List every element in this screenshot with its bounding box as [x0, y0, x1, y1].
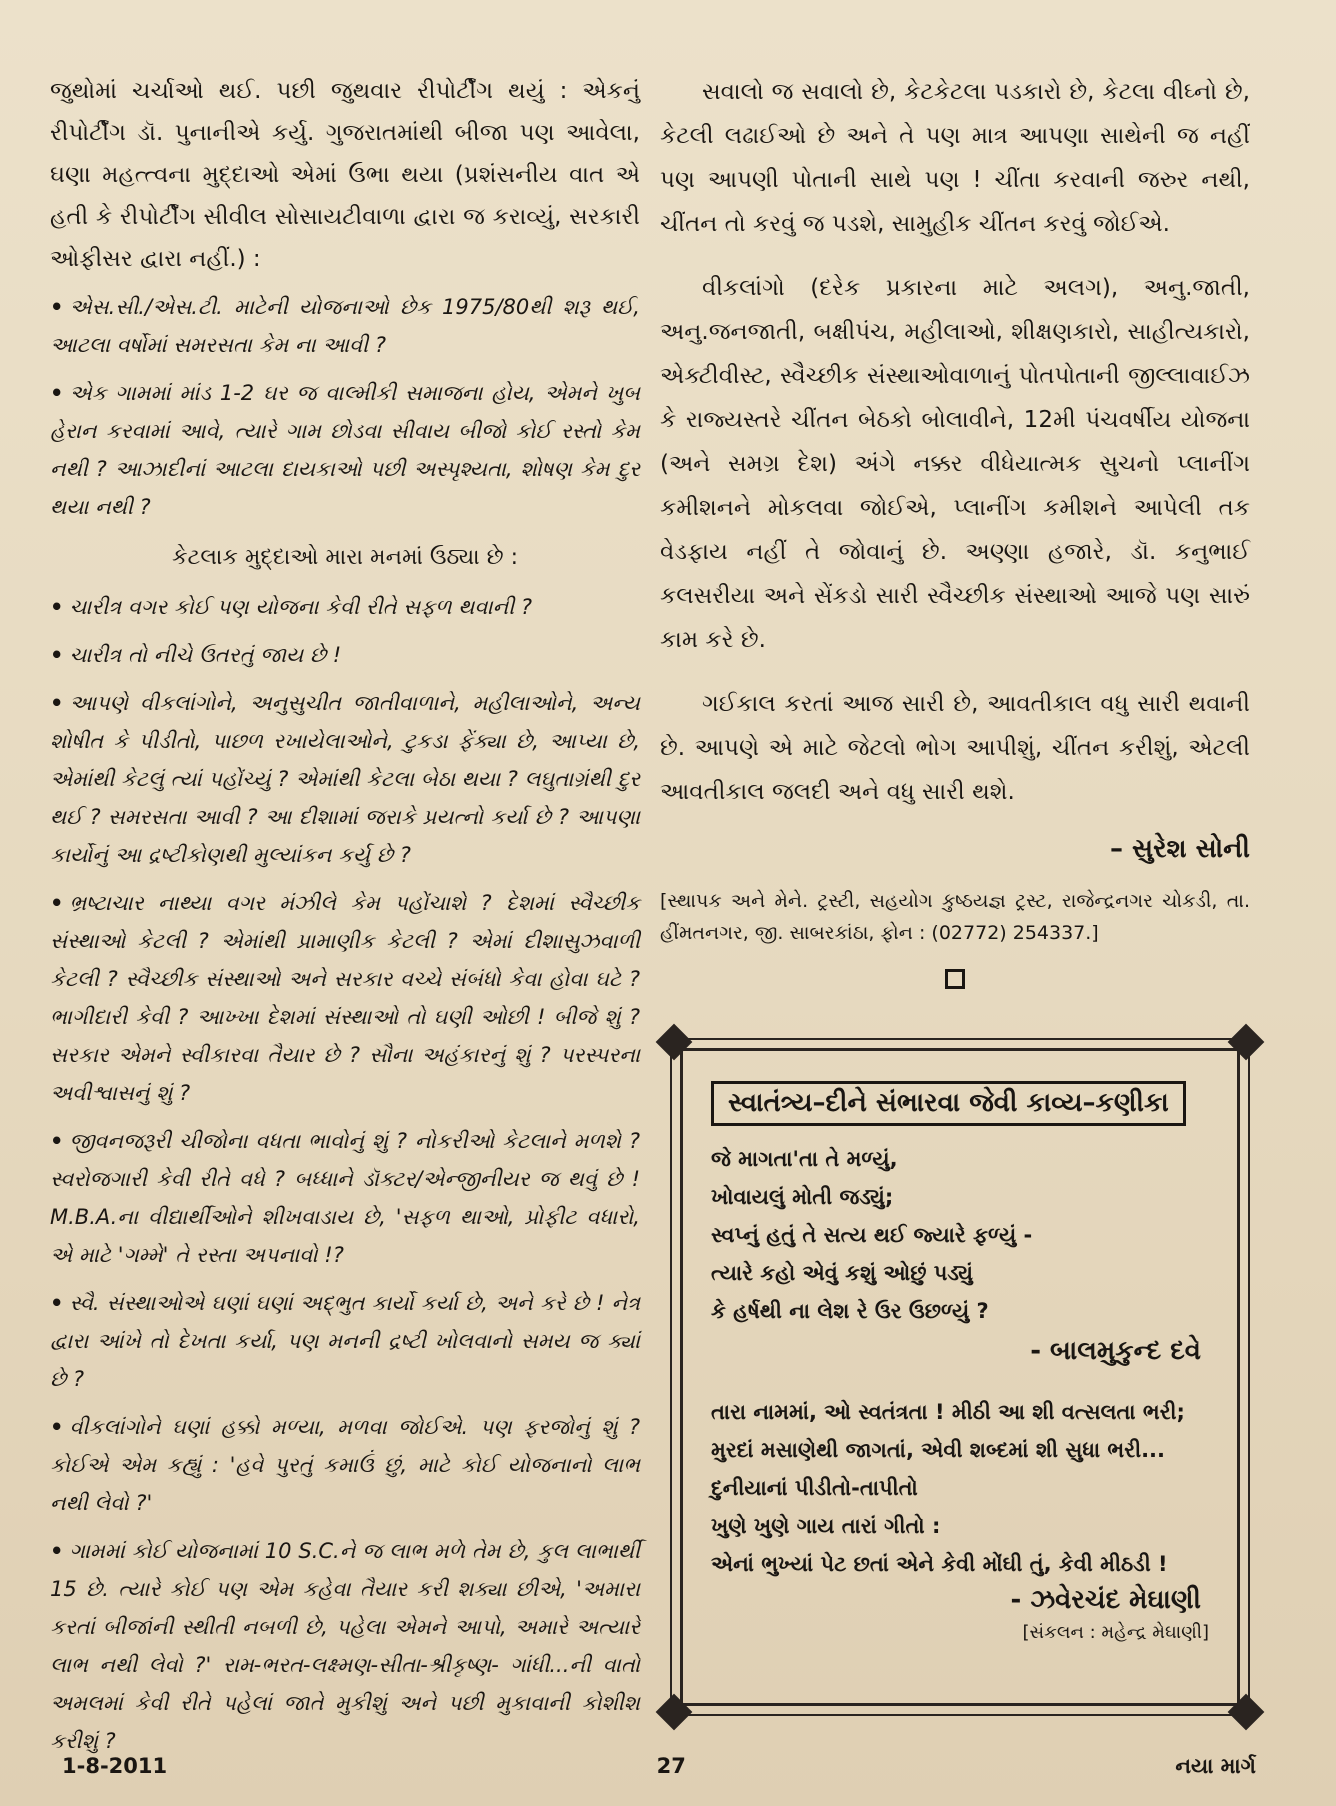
page-number: 27	[656, 1754, 686, 1778]
article-author: – સુરેશ સોની	[1109, 834, 1250, 864]
section-subheading: કેટલાક મુદ્દાઓ મારા મનમાં ઉઠ્યા છે :	[171, 545, 519, 570]
poem-line: ત્યારે કહો એવું કશું ઓછું પડ્યું	[711, 1261, 973, 1285]
list-item: • સ્વૈ. સંસ્થાઓએ ઘણાં ઘણાં અદ્ભુત કાર્યો કર્યા છે, અને કરે છે ! નેત્ર દ્વારા આંખે તો દેખતા કર્યા, પણ મનની દ્રષ્ટી ખોલવાનો સમય જ ક્યાં છે ?	[50, 1291, 640, 1391]
poem-line: એનાં ભુખ્યાં પેટ છતાં એને કેવી મોંઘી તું, કેવી મીઠડી !	[711, 1552, 1168, 1576]
poem-line: તારા નામમાં, ઓ સ્વતંત્રતા ! મીઠી આ શી વત્સલતા ભરી;	[711, 1400, 1185, 1424]
ornament-icon	[1228, 1024, 1265, 1061]
list-item: • ગામમાં કોઈ યોજનામાં 10 S.C.ને જ લાભ મળે તેમ છે, કુલ લાભાર્થી 15 છે. ત્યારે કોઈ પણ એમ કહેવા તૈયાર કરી શક્યા છીએ, 'અમારા કરતાં બીજાંની સ્થીતી નબળી છે, પહેલા એમને આપો, અમારે અત્યારે લાભ નથી લેવો ?' રામ-ભરત-લક્ષ્મણ-સીતા-શ્રીકૃષ્ણ- ગાંધી...ની વાતો અમલમાં કેવી રીતે પહેલાં જાતે મુકીશું અને પછી મુકાવાની કોશીશ કરીશું ?	[50, 1539, 640, 1753]
poem-box	[680, 1048, 1240, 1706]
poem-line: ખોવાયલું મોતી જડ્યું;	[711, 1185, 894, 1209]
list-item: • ભ્રષ્ટાચાર નાથ્યા વગર મંઝીલે કેમ પહોંચાશે ? દેશમાં સ્વૈચ્છીક સંસ્થાઓ કેટલી ? એમાંથી પ્રામાણીક કેટલી ? એમાં દીશાસુઝવાળી કેટલી ? સ્વૈચ્છીક સંસ્થાઓ અને સરકાર વચ્ચે સંબંધો કેવા હોવા ઘટે ? ભાગીદારી કેવી ? આખ્ખા દેશમાં સંસ્થાઓ તો ઘણી ઓછી ! બીજે શું ? સરકાર એમને સ્વીકારવા તૈયાર છે ? સૌના અહંકારનું શું ? પરસ્પરના અવીશ્વાસનું શું ?	[50, 891, 640, 1105]
page-footer	[62, 1754, 1256, 1779]
points-list-a	[50, 288, 640, 526]
magazine-name: નયા માર્ગ	[1175, 1754, 1256, 1778]
list-item: • ચારીત્ર વગર કોઈ પણ યોજના કેવી રીતે સફળ થવાની ?	[50, 595, 533, 619]
left-column	[50, 70, 640, 1770]
poem-line: જે માગતા'તા તે મળ્યું,	[711, 1147, 898, 1171]
author-note: [સ્થાપક અને મેને. ટ્રસ્ટી, સહયોગ કુષ્ઠયજ્ઞ ટ્રસ્ટ, રાજેન્દ્રનગર ચોકડી, તા. હીંમતનગર, જી. સાબરકાંઠા, ફોન : (02772) 254337.]	[660, 890, 1250, 944]
ornament-icon	[1228, 1694, 1265, 1731]
issue-date: 1-8-2011	[62, 1754, 168, 1778]
intro-paragraph: જુથોમાં ચર્ચાઓ થઈ. પછી જુથવાર રીપોર્ટીંગ થયું : એકનું રીપોર્ટીંગ ડૉ. પુનાનીએ કર્યુ. ગુજરાતમાંથી બીજા પણ આવેલા, ઘણા મહત્ત્વના મુદ્દાઓ એમાં ઉભા થયા (પ્રશંસનીય વાત એ હતી કે રીપોર્ટીંગ સીવીલ સોસાયટીવાળા દ્વારા જ કરાવ્યું, સરકારી ઓફીસર દ્વારા નહીં.) :	[50, 78, 640, 272]
list-item: • ચારીત્ર તો નીચે ઉતરતું જાય છે !	[50, 643, 342, 667]
poem-line: મુરદાં મસાણેથી જાગતાં, એવી શબ્દમાં શી સુધા ભરી...	[711, 1438, 1166, 1462]
poem-line: ખુણે ખુણે ગાય તારાં ગીતો :	[711, 1514, 941, 1538]
list-item: • વીકલાંગોને ઘણાં હક્કો મળ્યા, મળવા જોઈએ. પણ ફરજોનું શું ? કોઈએ એમ કહ્યું : 'હવે પુરતું કમાઉં છું, માટે કોઈ યોજનાનો લાભ નથી લેવો ?'	[50, 1415, 640, 1515]
poem-line: દુનીયાનાં પીડીતો-તાપીતો	[711, 1476, 918, 1500]
article-paragraph: સવાલો જ સવાલો છે, કેટકેટલા પડકારો છે, કેટલા વીઘ્નો છે, કેટલી લઢાઈઓ છે અને તે પણ માત્ર આપણા સાથેની જ નહીં પણ આપણી પોતાની સાથે પણ ! ચીંતા કરવાની જરુર નથી, ચીંતન તો કરવું જ પડશે, સામુહીક ચીંતન કરવું જોઈએ.	[660, 79, 1250, 237]
poet-name: - બાલમુકુન્દ દવે	[1030, 1336, 1201, 1366]
poem-line: સ્વપ્નું હતું તે સત્ય થઈ જ્યારે ફળ્યું -	[711, 1223, 1033, 1247]
list-item: • જીવનજરૂરી ચીજોના વધતા ભાવોનું શું ? નોકરીઓ કેટલાને મળશે ? સ્વરોજગારી કેવી રીતે વધે ? બધ્ધાને ડૉક્ટર/એન્જીનીયર જ થવું છે ! M.B.A.ના વીદ્યાર્થીઓને શીખવાડાય છે, 'સફળ થાઓ, પ્રોફીટ વધારો, એ માટે 'ગમ્મે' તે રસ્તા અપનાવો !?	[50, 1129, 640, 1267]
compiler-credit: [સંકલન : મહેન્દ્ર મેઘાણી]	[1022, 1622, 1209, 1643]
list-item: • આપણે વીકલાંગોને, અનુસુચીત જાતીવાળાને, મહીલાઓને, અન્ય શોષીત કે પીડીતો, પાછળ રખાયેલાઓને, ટુકડા ફેંક્યા છે, આપ્યા છે, એમાંથી કેટલું ત્યાં પહોંચ્યું ? એમાંથી કેટલા બેઠા થયા ? લઘુતાગ્રંથી દુર થઈ ? સમરસતા આવી ? આ દીશામાં જરાકે પ્રયત્નો કર્યા છે ? આપણા કાર્યોનું આ દ્રષ્ટીકોણથી મુલ્યાંકન કર્યુ છે ?	[50, 691, 641, 867]
article-paragraph: ગઈકાલ કરતાં આજ સારી છે, આવતીકાલ વધુ સારી થવાની છે. આપણે એ માટે જેટલો ભોગ આપીશું, ચીંતન કરીશું, એટલી આવતીકાલ જલદી અને વધુ સારી થશે.	[660, 691, 1250, 805]
end-mark-icon	[945, 969, 965, 989]
list-item: • એક ગામમાં માંડ 1-2 ઘર જ વાલ્મીકી સમાજના હોય, એમને ખુબ હેરાન કરવામાં આવે, ત્યારે ગામ છોડવા સીવાય બીજો કોઈ રસ્તો કેમ નથી ? આઝાદીનાં આટલા દાયકાઓ પછી અસ્પૃશ્યતા, શોષણ કેમ દુર થયા નથી ?	[50, 381, 640, 519]
poem-2	[711, 1393, 1209, 1583]
right-column	[660, 70, 1250, 989]
ornament-icon	[656, 1024, 693, 1061]
poet-name: - ઝવેરચંદ મેઘાણી	[1010, 1585, 1201, 1615]
points-list-b	[50, 588, 640, 1760]
poem-box-title: સ્વાતંત્ર્ય–દીને સંભારવા જેવી કાવ્ય–કણીકા	[711, 1081, 1186, 1126]
article-paragraph: વીકલાંગો (દરેક પ્રકારના માટે અલગ), અનુ.જાતી, અનુ.જનજાતી, બક્ષીપંચ, મહીલાઓ, શીક્ષણકારો, સાહીત્યકારો, એક્ટીવીસ્ટ, સ્વૈચ્છીક સંસ્થાઓવાળાનું પોતપોતાની જીલ્લાવાઈઝ કે રાજ્યસ્તરે ચીંતન બેઠકો બોલાવીને, 12મી પંચવર્ષીય યોજના (અને સમગ્ર દેશ) અંગે નક્કર વીધેયાત્મક સુચનો પ્લાનીંગ કમીશનને મોકલવા જોઈએ, પ્લાનીંગ કમીશને આપેલી તક વેડફાય નહીં તે જોવાનું છે. અણ્ણા હજારે, ડૉ. કનુભાઈ કલસરીયા અને સેંકડો સારી સ્વૈચ્છીક સંસ્થાઓ આજે પણ સારું કામ કરે છે.	[660, 275, 1250, 653]
poem-line: કે હર્ષથી ના લેશ રે ઉર ઉછળ્યું ?	[711, 1299, 989, 1323]
poem-1	[711, 1140, 1209, 1330]
list-item: • એસ.સી./એસ.ટી. માટેની યોજનાઓ છેક 1975/80થી શરૂ થઈ, આટલા વર્ષોમાં સમરસતા કેમ ના આવી ?	[50, 295, 640, 357]
ornament-icon	[656, 1694, 693, 1731]
